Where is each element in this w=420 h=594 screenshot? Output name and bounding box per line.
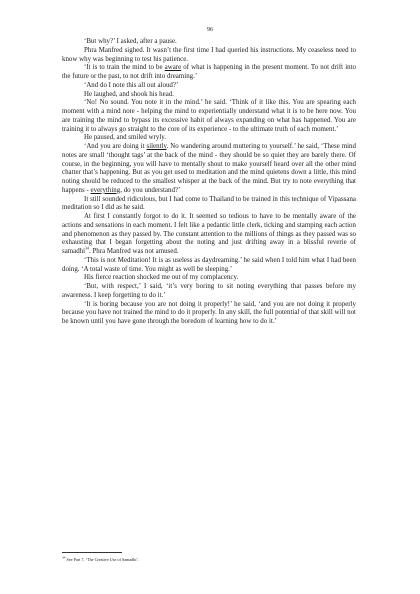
paragraph-text: ‘It is boring because you are not doing it properly!’ he said, ‘and you are not doing it properly because you have not trained the mind to do it properly. In any skill, the full potential of that skill will not be known until you have gone through the boredom of learning how to do it.’ xyxy=(62,300,356,325)
paragraph-11 xyxy=(62,257,356,275)
paragraph-text: ‘This is not Meditation! It is as useless as daydreaming.’ he said when I told him what I had been doing. ‘A total waste of time. You might as well be sleeping.’ xyxy=(62,256,356,273)
paragraph-1 xyxy=(62,38,356,47)
paragraph-5 xyxy=(62,91,356,100)
paragraph-text: , do you understand?’ xyxy=(120,186,181,194)
paragraph-text: ‘And do I note this all out aloud?’ xyxy=(84,81,179,89)
paragraph-13 xyxy=(62,283,356,301)
paragraph-6 xyxy=(62,99,356,134)
paragraph-2 xyxy=(62,47,356,65)
paragraph-text: At first I constantly forgot to do it. It seemed so tedious to have to be mentally aware of the actions and sensations in each moment. I felt like a pedantic little clerk, ticking and stamping each action and phenomenon as they passed by. The constant attention to the millions of things as they passed was so exhausting that I began forgetting about the noting and just drifting away in a blissful reverie of samadhi xyxy=(62,213,356,255)
footnote-divider xyxy=(62,552,122,553)
footnote xyxy=(62,557,356,563)
paragraph-text: Phra Manfred sighed. It wasn’t the first time I had queried his instructions. My ceaseless need to know why was beginning to test his patience. xyxy=(62,46,356,63)
underlined-word: everything xyxy=(90,186,121,194)
paragraph-text: . Phra Manfred was not amused. xyxy=(88,248,179,255)
paragraph-10 xyxy=(62,213,356,257)
paragraph-text: . No wandering around muttering to yourself.’ he said, ‘These mind notes are small ‘thought tags’ at the back of the mind - they should be so quiet they are barely there. Of course, in the beginning, you will have to mentally shout to make yourself heard over all the other mind chatter that’s happening. But as you get used to meditation and the mind quietens down a little, this mind noting should be reduced to the smallest whisper at the back of the mind. But try to note everything that happens - xyxy=(62,143,356,194)
paragraph-text: ‘It is to train the mind to be xyxy=(84,64,165,72)
paragraph-4 xyxy=(62,82,356,91)
paragraph-text: His fierce reaction shocked me out of my complacency. xyxy=(84,274,239,282)
body-text xyxy=(62,38,356,327)
paragraph-7 xyxy=(62,134,356,143)
paragraph-text: ‘No! No sound. You note it in the mind.’ he said. ‘Think of it like this. You are spearing each moment with a mind note - helping the mind to experientially understand what it is to be here now. You are training the mind to bypass its excessive habit of always expanding on what has happened. You are training it to always go straight to the core of its experience - to the ultimate truth of each moment.’ xyxy=(62,99,356,133)
paragraph-12 xyxy=(62,274,356,283)
paragraph-3 xyxy=(62,64,356,82)
paragraph-text: He paused, and smiled wryly. xyxy=(84,134,167,142)
paragraph-text: ‘But, with respect,’ I said, ‘it’s very boring to sit noting everything that passes before my awareness. I keep forgetting to do it.’ xyxy=(62,283,356,299)
footnote-reference[interactable]: 34 xyxy=(85,246,89,251)
paragraph-9 xyxy=(62,196,356,214)
paragraph-text: He laughed, and shook his head. xyxy=(84,90,174,98)
footnote-mark: 34 xyxy=(62,555,66,560)
paragraph-text: ‘And you are doing it xyxy=(84,143,147,150)
paragraph-text: ‘But why?’ I asked, after a pause. xyxy=(84,38,177,45)
paragraph-14 xyxy=(62,301,356,327)
underlined-word: silently xyxy=(146,143,167,150)
paragraph-text: of what is happening in the present moment. To not drift into the future or the past, to not drift into dreaming.’ xyxy=(62,64,356,80)
paragraph-8 xyxy=(62,143,356,196)
underlined-word: aware xyxy=(164,64,182,72)
footnote-text: See Part 7, ‘The Creative Use of Samadhi’. xyxy=(66,557,139,562)
page-number: 96 xyxy=(207,27,213,33)
paragraph-text: It still sounded ridiculous, but I had come to Thailand to be trained in this technique of Vipassana meditation so I did as he said. xyxy=(62,195,356,212)
